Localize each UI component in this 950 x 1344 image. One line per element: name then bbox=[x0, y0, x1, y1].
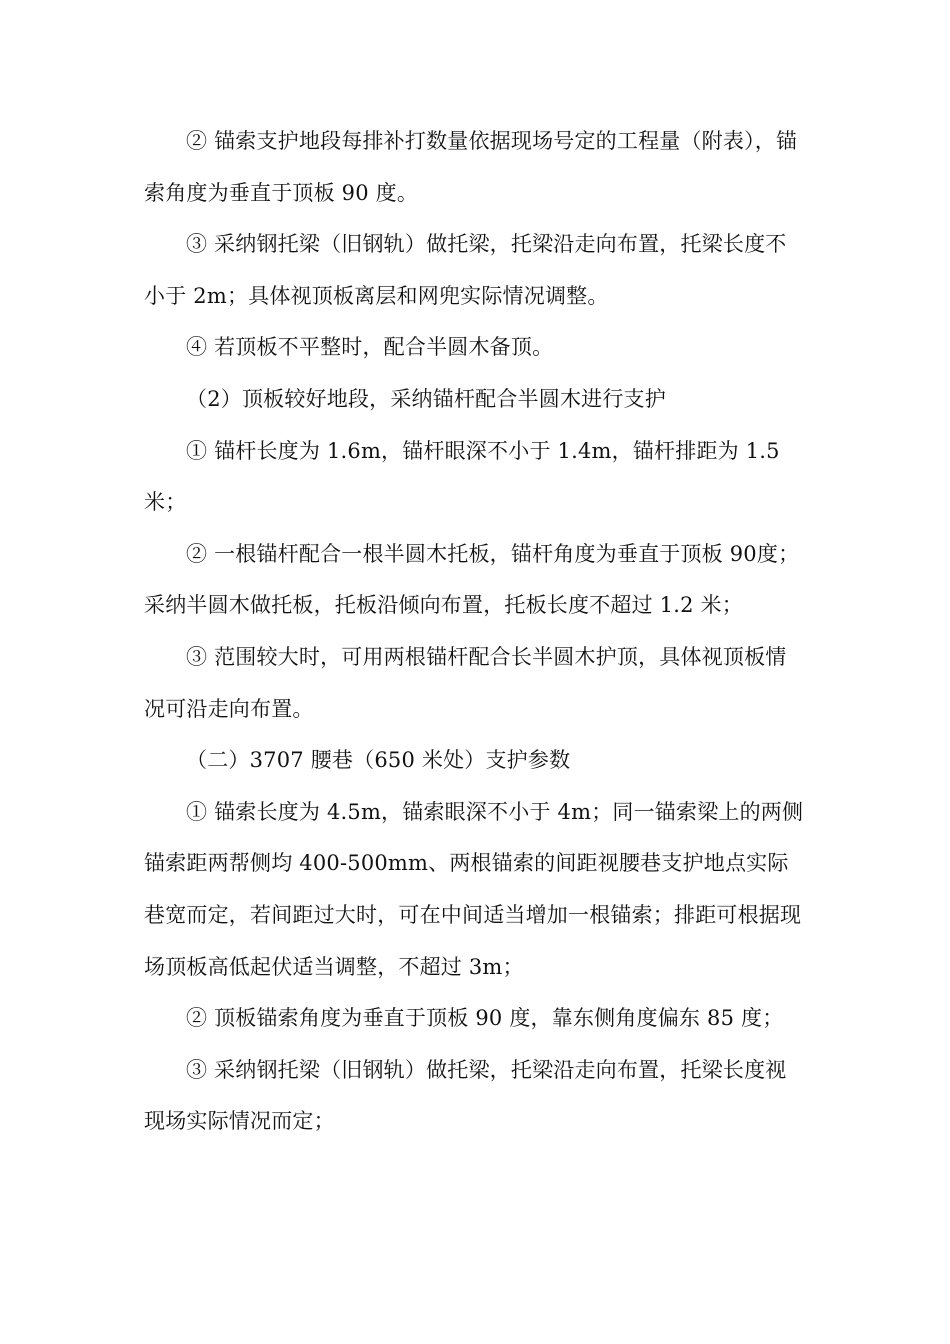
paragraph-large-area-support: ③ 范围较大时，可用两根锚杆配合长半圆木护顶，具体视顶板情况可沿走向布置。 bbox=[144, 644, 787, 721]
paragraph-bolt-plate: ② 一根锚杆配合一根半圆木托板，锚杆角度为垂直于顶板 90度；采纳半圆木做托板，托板沿倾向布置，托板长度不超过 1.2 米； bbox=[144, 541, 800, 618]
section-heading-3707-waist-lane: （二）3707 腰巷（650 米处）支护参数 bbox=[186, 748, 571, 773]
paragraph-bolt-length: ① 锚杆长度为 1.6m，锚杆眼深不小于 1.4m，锚杆排距为 1.5米； bbox=[144, 438, 780, 515]
paragraph-anchor-cable-angle: ② 顶板锚索角度为垂直于顶板 90 度，靠东侧角度偏东 85 度； bbox=[186, 1006, 784, 1031]
paragraph-anchor-cable-parameters: ① 锚索长度为 4.5m，锚索眼深不小于 4m；同一锚索梁上的两侧锚索距两帮侧均 400-500mm、两根锚索的间距视腰巷支护地点实际巷宽而定，若间距过大时，可在中间适当增加一根锚索；排距可根据现场顶板高低起伏适当调整，不超过 3m； bbox=[144, 799, 804, 979]
paragraph-anchor-cable-extra-quantity: ② 锚索支护地段每排补打数量依据现场号定的工程量（附表），锚索角度为垂直于顶板 90 度。 bbox=[144, 129, 798, 205]
paragraph-steel-beam-length: ③ 采纳钢托梁（旧钢轨）做托梁，托梁沿走向布置，托梁长度不小于 2m；具体视顶板离层和网兜实际情况调整。 bbox=[144, 232, 787, 308]
section-heading-good-roof: （2）顶板较好地段，采纳锚杆配合半圆木进行支护 bbox=[186, 386, 666, 411]
paragraph-steel-beam-usage: ③ 采纳钢托梁（旧钢轨）做托梁，托梁沿走向布置，托梁长度视现场实际情况而定； bbox=[144, 1057, 787, 1134]
paragraph-uneven-roof: ④ 若顶板不平整时，配合半圆木备顶。 bbox=[186, 335, 554, 360]
document-body bbox=[144, 116, 804, 1148]
